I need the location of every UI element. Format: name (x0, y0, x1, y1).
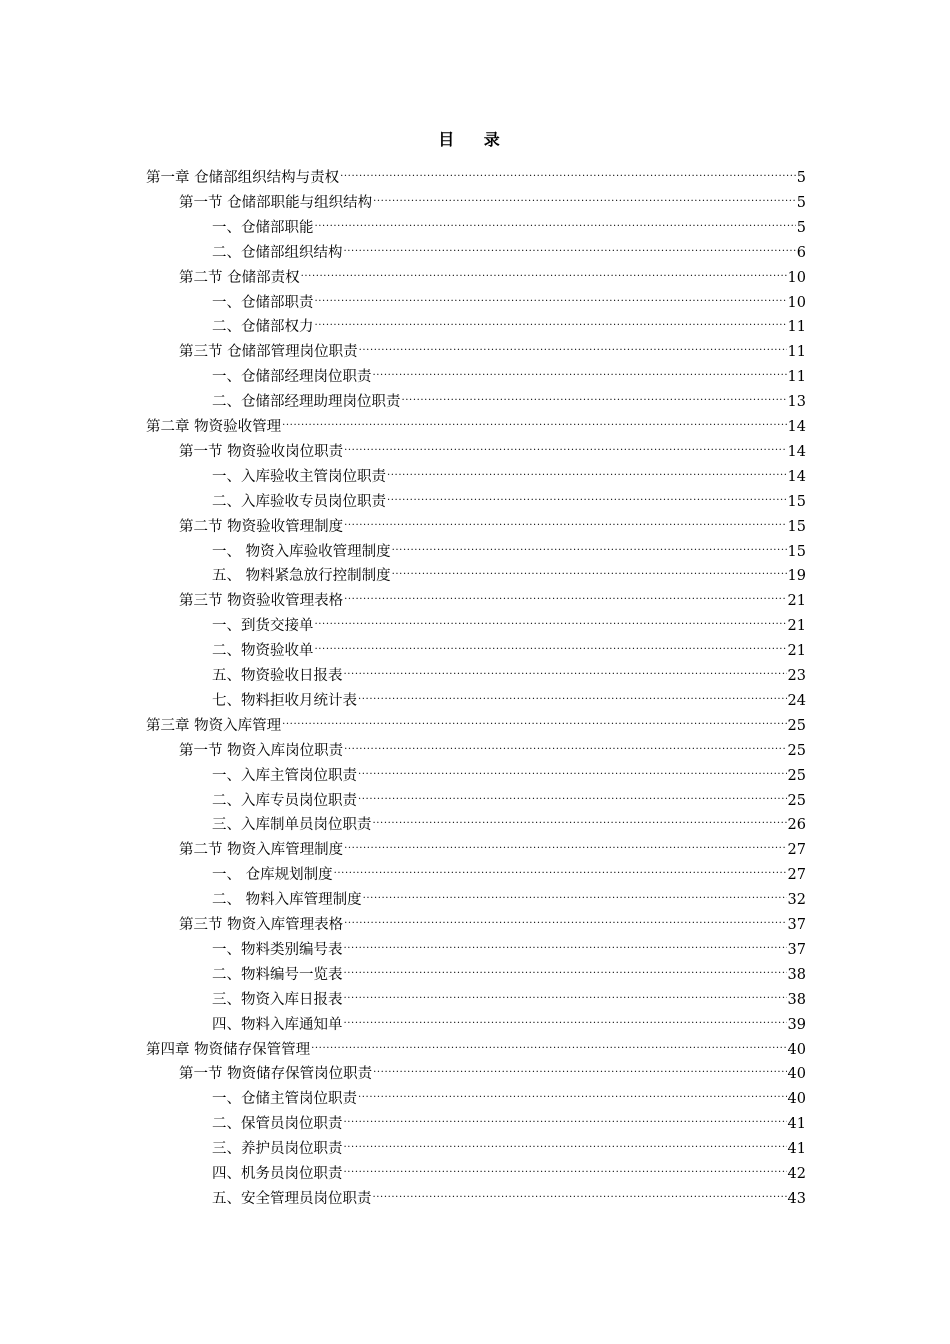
toc-entry-title: 第一节 物资验收岗位职责 (179, 443, 344, 460)
toc-dot-leader (344, 982, 787, 1004)
toc-dot-leader (373, 185, 796, 207)
toc-dot-leader (344, 658, 787, 680)
toc-page-number: 41 (787, 1116, 806, 1133)
toc-entry[interactable] (146, 708, 806, 734)
toc-entry[interactable] (179, 260, 806, 286)
toc-dot-leader (344, 1007, 787, 1029)
toc-dot-leader (344, 1156, 787, 1178)
toc-page-number: 40 (787, 1091, 806, 1108)
toc-entry[interactable] (179, 434, 806, 460)
toc-dot-leader (402, 384, 787, 406)
toc-entry-title: 第三节 物资入库管理表格 (179, 917, 344, 933)
toc-entry-title: 一、物料类别编号表 (212, 941, 343, 958)
toc-dot-leader (344, 509, 786, 531)
toc-entry-title: 第二节 仓储部责权 (179, 269, 300, 286)
toc-entry-title: 一、入库主管岗位职责 (212, 767, 357, 784)
toc-entry-title: 四、物料入库通知单 (212, 1016, 343, 1033)
toc-entry-title: 第一节 物资储存保管岗位职责 (179, 1066, 373, 1083)
toc-page-number: 38 (787, 966, 806, 983)
toc-entry-title: 二、入库验收专员岗位职责 (212, 493, 386, 510)
toc-page-number: 21 (787, 643, 806, 660)
toc-page-number: 15 (787, 518, 806, 535)
toc-entry-title: 第二节 物资验收管理制度 (179, 518, 344, 535)
toc-entry-title: 第一节 物资入库岗位职责 (179, 742, 344, 759)
toc-entry-title: 五、安全管理员岗位职责 (212, 1190, 372, 1207)
toc-entry[interactable] (179, 583, 806, 610)
toc-page-number: 19 (787, 568, 806, 585)
toc-entry-title: 一、 仓库规划制度 (212, 867, 333, 884)
toc-entry[interactable] (212, 683, 806, 709)
toc-entry-title: 一、仓储部经理岗位职责 (212, 369, 372, 386)
toc-dot-leader (282, 409, 786, 431)
toc-entry[interactable] (212, 1106, 806, 1133)
toc-dot-leader (344, 932, 787, 954)
toc-entry-title: 一、仓储主管岗位职责 (212, 1091, 357, 1108)
toc-page-number: 6 (796, 244, 806, 261)
toc-dot-leader (363, 882, 787, 904)
toc-entry-title: 一、 物资入库验收管理制度 (212, 543, 391, 560)
toc-entry[interactable] (212, 807, 806, 834)
toc-dot-leader (358, 758, 787, 780)
toc-dot-leader (344, 1131, 787, 1153)
toc-entry-title: 一、到货交接单 (212, 618, 314, 635)
toc-dot-leader (311, 1032, 786, 1054)
toc-page-number: 5 (796, 170, 806, 186)
toc-page-number: 40 (787, 1041, 806, 1058)
toc-entry-title: 一、仓储部职责 (212, 294, 314, 311)
toc-entry[interactable] (212, 982, 806, 1008)
toc-page-number: 25 (787, 792, 806, 809)
toc-page-number: 10 (787, 294, 806, 311)
toc-entry[interactable] (179, 907, 806, 933)
toc-dot-leader (282, 708, 786, 730)
toc-entry[interactable] (212, 210, 806, 236)
toc-entry-title: 一、入库验收主管岗位职责 (212, 468, 386, 485)
toc-dot-leader (315, 210, 796, 232)
toc-page-number: 15 (787, 493, 806, 510)
toc-dot-leader (358, 683, 787, 705)
toc-page-number: 40 (787, 1066, 806, 1083)
toc-entry-title: 第四章 物资储存保管管理 (146, 1041, 311, 1058)
toc-page-number: 14 (787, 419, 806, 435)
toc-page-number: 37 (787, 941, 806, 958)
toc-entry[interactable] (212, 633, 806, 660)
toc-dot-leader (301, 260, 787, 282)
toc-entry[interactable] (212, 1081, 806, 1108)
toc-entry-title: 一、仓储部职能 (212, 219, 314, 236)
toc-entry[interactable] (212, 857, 806, 884)
toc-page-number: 39 (787, 1016, 806, 1033)
toc-dot-leader (344, 733, 786, 755)
toc-page-number: 32 (787, 892, 806, 909)
toc-entry[interactable] (212, 285, 806, 311)
toc-entry[interactable] (212, 558, 806, 585)
toc-entry-title: 二、入库专员岗位职责 (212, 792, 357, 809)
toc-entry-title: 第一节 仓储部职能与组织结构 (179, 194, 373, 211)
toc-entry[interactable] (212, 384, 806, 411)
toc-dot-leader (344, 957, 787, 979)
toc-page-number: 25 (787, 742, 806, 759)
toc-entry[interactable] (212, 608, 806, 635)
toc-entry-title: 二、 物料入库管理制度 (212, 892, 362, 909)
toc-page-number: 41 (787, 1141, 806, 1158)
toc-dot-leader (340, 160, 796, 182)
toc-page-number: 21 (787, 618, 806, 635)
toc-dot-leader (315, 633, 787, 655)
toc-page-number: 21 (787, 593, 806, 610)
toc-dot-leader (315, 285, 787, 307)
toc-page-number: 37 (787, 917, 806, 933)
toc-entry-title: 第三章 物资入库管理 (146, 717, 282, 734)
toc-entry[interactable] (212, 658, 806, 684)
toc-page-number: 13 (787, 394, 806, 411)
toc-entry-title: 五、 物料紧急放行控制制度 (212, 568, 391, 585)
toc-dot-leader (392, 534, 787, 556)
toc-entry[interactable] (212, 1007, 806, 1033)
toc-page-number: 26 (787, 817, 806, 834)
toc-page-number: 10 (787, 269, 806, 286)
toc-page-number: 11 (787, 344, 806, 361)
toc-page-number: 27 (787, 867, 806, 884)
toc-entry[interactable] (212, 882, 806, 909)
toc-entry-title: 第三节 仓储部管理岗位职责 (179, 344, 358, 361)
toc-entry[interactable] (212, 1181, 806, 1207)
toc-entry[interactable] (212, 1156, 806, 1182)
toc-page-number: 25 (787, 767, 806, 784)
toc-dot-leader (344, 434, 786, 456)
toc-title: 目 录 (438, 130, 512, 149)
toc-entry[interactable] (212, 534, 806, 560)
toc-page-number: 43 (787, 1190, 806, 1207)
toc-entry-title: 第三节 物资验收管理表格 (179, 593, 344, 610)
toc-entry-title: 二、仓储部经理助理岗位职责 (212, 394, 401, 411)
toc-entry[interactable] (212, 309, 806, 336)
toc-dot-leader (358, 783, 787, 805)
toc-entry-title: 二、物料编号一览表 (212, 966, 343, 983)
toc-entry-title: 二、仓储部组织结构 (212, 244, 343, 261)
toc-entry-title: 三、物资入库日报表 (212, 991, 343, 1008)
toc-dot-leader (392, 558, 787, 580)
toc-page-number: 5 (796, 219, 806, 236)
toc-entry[interactable] (212, 459, 806, 485)
toc-entry[interactable] (179, 334, 806, 361)
toc-entry-title: 第二节 物资入库管理制度 (179, 842, 344, 859)
toc-dot-leader (344, 235, 796, 257)
toc-entry-title: 七、物料拒收月统计表 (212, 692, 357, 709)
toc-entry-title: 三、入库制单员岗位职责 (212, 817, 372, 834)
toc-dot-leader (387, 484, 787, 506)
toc-page-number: 11 (787, 369, 806, 386)
toc-entry[interactable] (212, 957, 806, 983)
toc-page-number: 11 (787, 319, 806, 336)
toc-entry[interactable] (212, 484, 806, 510)
toc-page-number: 24 (787, 692, 806, 709)
toc-dot-leader (373, 359, 787, 381)
toc-entry-title: 三、养护员岗位职责 (212, 1141, 343, 1158)
toc-entry-title: 四、机务员岗位职责 (212, 1166, 343, 1182)
toc-entry[interactable] (146, 160, 806, 186)
toc-entry[interactable] (146, 409, 806, 435)
toc-dot-leader (373, 807, 787, 829)
toc-page-number: 15 (787, 543, 806, 560)
toc-entry[interactable] (179, 185, 806, 211)
toc-dot-leader (344, 583, 786, 605)
toc-dot-leader (344, 832, 786, 854)
toc-entry[interactable] (146, 1032, 806, 1058)
toc-entry[interactable] (179, 733, 806, 759)
toc-dot-leader (373, 1056, 786, 1078)
toc-entry-title: 二、仓储部权力 (212, 319, 314, 336)
toc-dot-leader (344, 1106, 787, 1128)
toc-entry[interactable] (212, 758, 806, 784)
toc-page-number: 25 (787, 717, 806, 734)
toc-entry[interactable] (179, 509, 806, 535)
toc-page-number: 38 (787, 991, 806, 1008)
toc-dot-leader (358, 1081, 787, 1103)
toc-page-number: 23 (787, 668, 806, 684)
toc-entry[interactable] (179, 832, 806, 859)
toc-page-number: 27 (787, 842, 806, 859)
toc-entry[interactable] (179, 1056, 806, 1083)
toc-page-number: 42 (787, 1166, 806, 1182)
toc-entry-title: 第二章 物资验收管理 (146, 419, 282, 435)
toc-entry-title: 二、物资验收单 (212, 643, 314, 660)
toc-entry[interactable] (212, 1131, 806, 1158)
toc-entry-title: 二、保管员岗位职责 (212, 1116, 343, 1133)
toc-dot-leader (315, 608, 787, 630)
toc-dot-leader (373, 1181, 787, 1203)
toc-dot-leader (387, 459, 787, 481)
toc-entry[interactable] (212, 932, 806, 958)
toc-entry-title: 第一章 仓储部组织结构与责权 (146, 170, 340, 186)
toc-entry-title: 五、物资验收日报表 (212, 668, 343, 684)
toc-page-number: 5 (796, 194, 806, 211)
toc-entry[interactable] (212, 783, 806, 809)
toc-dot-leader (315, 309, 787, 331)
toc-dot-leader (359, 334, 787, 356)
toc-entry[interactable] (212, 235, 806, 261)
toc-page-number: 14 (787, 468, 806, 485)
toc-dot-leader (334, 857, 787, 879)
toc-entry[interactable] (212, 359, 806, 386)
toc-dot-leader (344, 907, 786, 929)
toc-page-number: 14 (787, 443, 806, 460)
